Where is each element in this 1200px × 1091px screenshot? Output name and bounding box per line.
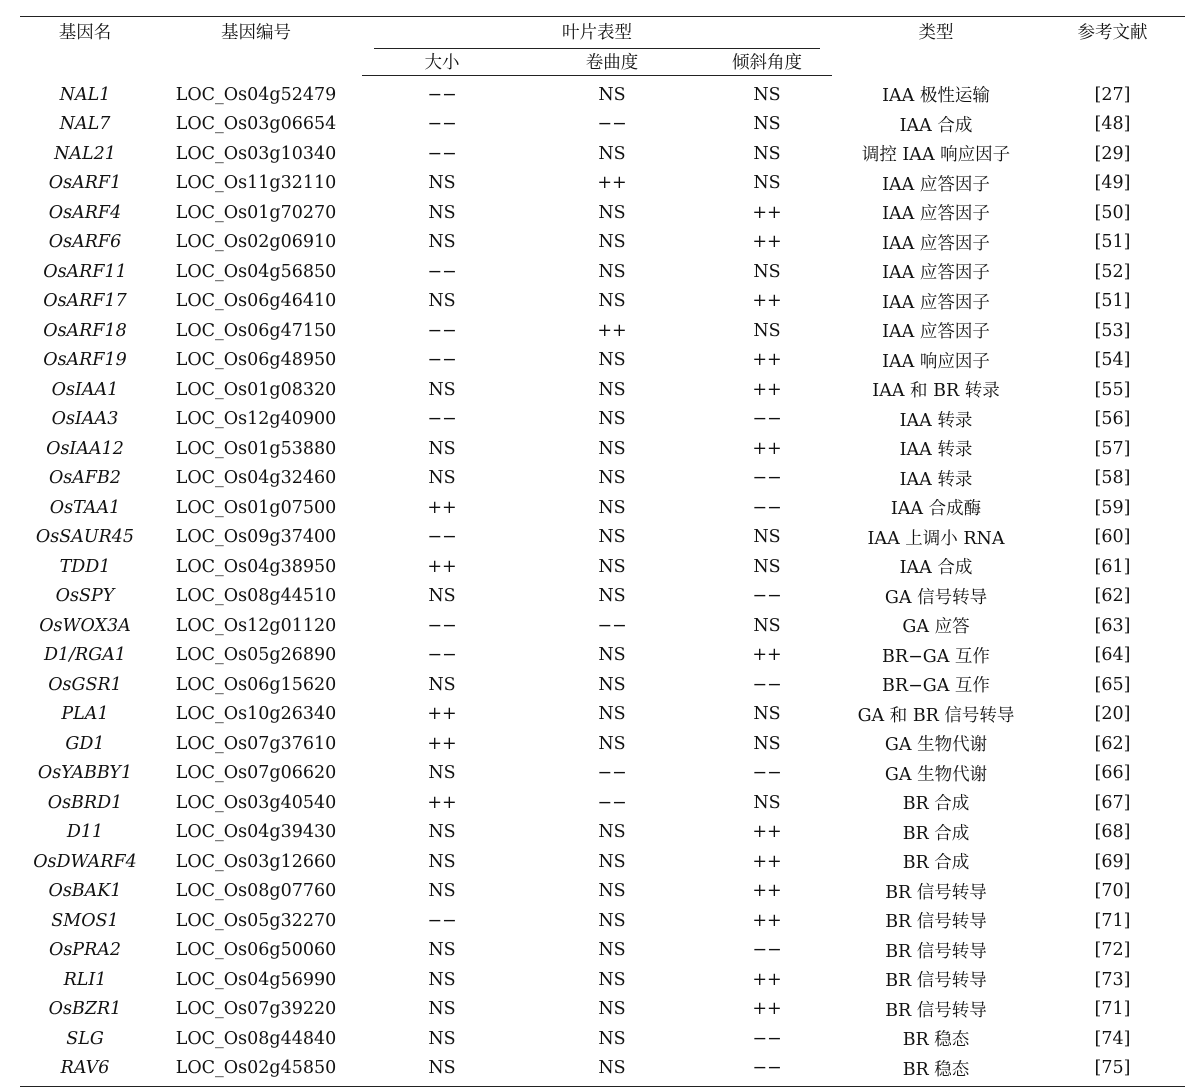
gene-id-cell: LOC_Os04g38950 — [175, 556, 337, 577]
angle-cell: NS — [753, 704, 781, 725]
gene-name-cell: OsGSR1 — [48, 674, 122, 695]
curl-cell: −− — [597, 114, 627, 135]
angle-cell: ++ — [752, 999, 782, 1020]
table-row — [20, 257, 1185, 287]
reference-cell: [20] — [1094, 704, 1131, 725]
gene-id-cell: LOC_Os04g56990 — [175, 969, 337, 990]
header-group-rule — [374, 48, 820, 49]
size-cell: ++ — [427, 792, 457, 813]
size-cell: −− — [427, 350, 457, 371]
type-cell: IAA 应答因子 — [882, 204, 990, 225]
curl-cell: NS — [598, 969, 626, 990]
table-row — [20, 287, 1185, 317]
curl-cell: NS — [598, 527, 626, 548]
curl-cell: NS — [598, 645, 626, 666]
angle-cell: NS — [753, 527, 781, 548]
curl-cell: NS — [598, 261, 626, 282]
curl-cell: NS — [598, 910, 626, 931]
type-cell: IAA 合成酶 — [890, 499, 982, 520]
reference-cell: [64] — [1094, 645, 1131, 666]
gene-name-cell: D1/RGA1 — [44, 645, 126, 666]
angle-cell: NS — [753, 556, 781, 577]
curl-cell: NS — [522, 1054, 702, 1087]
header-gene-id: 基因编号 — [150, 17, 362, 76]
curl-cell: NS — [598, 379, 626, 400]
gene-name-cell: OsARF19 — [43, 350, 127, 371]
gene-name-cell: OsBZR1 — [48, 999, 122, 1020]
table-row — [20, 139, 1185, 169]
table-row — [20, 788, 1185, 818]
angle-cell: ++ — [752, 291, 782, 312]
gene-id-cell: LOC_Os11g32110 — [175, 173, 337, 194]
reference-cell: [73] — [1094, 969, 1131, 990]
size-cell: NS — [428, 232, 456, 253]
gene-name-cell: OsIAA1 — [51, 379, 119, 400]
curl-cell: NS — [598, 438, 626, 459]
size-cell: −− — [427, 527, 457, 548]
table-row — [20, 552, 1185, 582]
reference-cell: [75] — [1040, 1054, 1185, 1087]
reference-cell: [56] — [1094, 409, 1131, 430]
header-reference: 参考文献 — [1040, 17, 1185, 76]
gene-id-cell: LOC_Os06g46410 — [175, 291, 337, 312]
table-row — [20, 877, 1185, 907]
size-cell: NS — [428, 999, 456, 1020]
type-cell: IAA 合成 — [899, 115, 973, 136]
gene-name-cell: OsDWARF4 — [33, 851, 137, 872]
type-cell: IAA 应答因子 — [882, 233, 990, 254]
type-cell: BR−GA 互作 — [882, 646, 990, 667]
gene-id-cell: LOC_Os12g01120 — [175, 615, 337, 636]
angle-cell: NS — [753, 320, 781, 341]
angle-cell: −− — [752, 763, 782, 784]
size-cell: NS — [428, 1028, 456, 1049]
angle-cell: NS — [753, 615, 781, 636]
size-cell: −− — [427, 409, 457, 430]
size-cell: −− — [427, 143, 457, 164]
type-cell: BR 信号转导 — [885, 912, 987, 933]
reference-cell: [69] — [1094, 851, 1131, 872]
reference-cell: [60] — [1094, 527, 1131, 548]
reference-cell: [51] — [1094, 232, 1131, 253]
gene-name-cell: OsIAA12 — [46, 438, 124, 459]
reference-cell: [50] — [1094, 202, 1131, 223]
table-row — [20, 110, 1185, 140]
curl-cell: ++ — [597, 320, 627, 341]
gene-id-cell: LOC_Os04g39430 — [175, 822, 337, 843]
reference-cell: [29] — [1094, 143, 1131, 164]
table-row — [20, 198, 1185, 228]
curl-cell: NS — [598, 556, 626, 577]
gene-name-cell: GD1 — [65, 733, 105, 754]
gene-id-cell: LOC_Os01g70270 — [175, 202, 337, 223]
curl-cell: NS — [598, 350, 626, 371]
type-cell: GA 生物代谢 — [884, 735, 988, 756]
table-row — [20, 670, 1185, 700]
gene-name-cell: NAL7 — [59, 114, 111, 135]
angle-cell: −− — [752, 468, 782, 489]
gene-name-cell: OsAFB2 — [48, 468, 122, 489]
reference-cell: [49] — [1094, 173, 1131, 194]
table-row — [20, 464, 1185, 494]
angle-cell: NS — [753, 173, 781, 194]
gene-phenotype-table — [20, 16, 1185, 1087]
type-cell: IAA 合成 — [899, 558, 973, 579]
angle-cell: ++ — [752, 645, 782, 666]
type-cell: IAA 和 BR 转录 — [872, 381, 1000, 402]
gene-id-cell: LOC_Os07g06620 — [175, 763, 337, 784]
reference-cell: [70] — [1094, 881, 1131, 902]
size-cell: NS — [428, 969, 456, 990]
table-row — [20, 759, 1185, 789]
type-cell: 调控 IAA 响应因子 — [861, 145, 1011, 166]
gene-table-container — [20, 16, 1185, 1087]
curl-cell: NS — [598, 999, 626, 1020]
gene-name-cell: OsBAK1 — [48, 881, 122, 902]
gene-id-cell: LOC_Os07g39220 — [175, 999, 337, 1020]
reference-cell: [55] — [1094, 379, 1131, 400]
curl-cell: NS — [598, 851, 626, 872]
size-cell: NS — [428, 763, 456, 784]
gene-name-cell: OsARF17 — [43, 291, 127, 312]
type-cell: BR 信号转导 — [885, 1000, 987, 1021]
size-cell: NS — [428, 881, 456, 902]
gene-name-cell: D11 — [66, 822, 104, 843]
reference-cell: [54] — [1094, 350, 1131, 371]
gene-name-cell: PLA1 — [61, 704, 109, 725]
gene-name-cell: OsARF6 — [48, 232, 122, 253]
curl-cell: NS — [598, 143, 626, 164]
header-leaf-phenotype-label: 叶片表型 — [562, 23, 632, 43]
type-cell: IAA 应答因子 — [882, 322, 990, 343]
size-cell: NS — [428, 438, 456, 459]
curl-cell: ++ — [597, 173, 627, 194]
size-cell: −− — [427, 261, 457, 282]
curl-cell: NS — [598, 468, 626, 489]
angle-cell: −− — [702, 1054, 832, 1087]
angle-cell: ++ — [752, 202, 782, 223]
table-row — [20, 1054, 1185, 1087]
gene-id-cell: LOC_Os03g10340 — [175, 143, 337, 164]
type-cell: IAA 极性运输 — [882, 86, 990, 106]
size-cell: NS — [428, 173, 456, 194]
table-row — [20, 375, 1185, 405]
type-cell: GA 和 BR 信号转导 — [857, 705, 1015, 726]
angle-cell: ++ — [752, 881, 782, 902]
size-cell: NS — [428, 468, 456, 489]
gene-id-cell: LOC_Os02g06910 — [175, 232, 337, 253]
angle-cell: ++ — [752, 910, 782, 931]
gene-id-cell: LOC_Os05g32270 — [175, 910, 337, 931]
size-cell: NS — [428, 940, 456, 961]
type-cell: BR 合成 — [902, 794, 970, 815]
size-cell: ++ — [427, 497, 457, 518]
type-cell: IAA 转录 — [899, 469, 973, 490]
size-cell: NS — [362, 1054, 522, 1087]
angle-cell: −− — [752, 674, 782, 695]
reference-cell: [66] — [1094, 763, 1131, 784]
gene-id-cell: LOC_Os06g15620 — [175, 674, 337, 695]
reference-cell: [65] — [1094, 674, 1131, 695]
gene-name-cell: OsBRD1 — [47, 792, 123, 813]
angle-cell: NS — [753, 114, 781, 135]
gene-name-cell: OsIAA3 — [51, 409, 119, 430]
gene-id-cell: LOC_Os08g44510 — [175, 586, 337, 607]
type-cell: BR 信号转导 — [885, 882, 987, 903]
size-cell: NS — [428, 291, 456, 312]
table-row — [20, 936, 1185, 966]
gene-id-cell: LOC_Os02g45850 — [150, 1054, 362, 1087]
table-row — [20, 582, 1185, 612]
type-cell: BR 稳态 — [832, 1054, 1040, 1087]
size-cell: ++ — [427, 704, 457, 725]
table-row — [20, 729, 1185, 759]
angle-cell: −− — [752, 586, 782, 607]
reference-cell: [62] — [1094, 733, 1131, 754]
size-cell: NS — [428, 202, 456, 223]
curl-cell: NS — [598, 586, 626, 607]
header-size: 大小 — [362, 48, 522, 76]
curl-cell: NS — [598, 202, 626, 223]
gene-id-cell: LOC_Os06g50060 — [175, 940, 337, 961]
size-cell: ++ — [427, 733, 457, 754]
table-header — [20, 17, 1185, 76]
gene-name-cell: OsARF4 — [48, 202, 122, 223]
gene-name-cell: RAV6 — [20, 1054, 150, 1087]
curl-cell: NS — [598, 881, 626, 902]
type-cell: IAA 转录 — [899, 440, 973, 461]
table-row — [20, 641, 1185, 671]
curl-cell: NS — [598, 733, 626, 754]
reference-cell: [71] — [1094, 910, 1131, 931]
gene-name-cell: SLG — [66, 1028, 104, 1049]
gene-id-cell: LOC_Os08g07760 — [175, 881, 337, 902]
curl-cell: NS — [598, 1028, 626, 1049]
type-cell: GA 信号转导 — [884, 587, 988, 608]
type-cell: BR−GA 互作 — [882, 676, 990, 697]
reference-cell: [74] — [1094, 1028, 1131, 1049]
reference-cell: [53] — [1094, 320, 1131, 341]
table-row — [20, 228, 1185, 258]
size-cell: −− — [427, 615, 457, 636]
gene-id-cell: LOC_Os03g06654 — [175, 114, 337, 135]
gene-name-cell: OsYABBY1 — [37, 763, 133, 784]
gene-name-cell: NAL1 — [59, 84, 111, 105]
angle-cell: ++ — [752, 438, 782, 459]
gene-name-cell: OsSAUR45 — [35, 527, 135, 548]
curl-cell: NS — [598, 84, 626, 105]
curl-cell: NS — [598, 291, 626, 312]
type-cell: BR 信号转导 — [885, 971, 987, 992]
size-cell: −− — [427, 114, 457, 135]
size-cell: −− — [427, 84, 457, 105]
angle-cell: ++ — [752, 851, 782, 872]
angle-cell: NS — [753, 143, 781, 164]
type-cell: IAA 应答因子 — [882, 174, 990, 195]
reference-cell: [61] — [1094, 556, 1131, 577]
gene-id-cell: LOC_Os04g32460 — [175, 468, 337, 489]
size-cell: NS — [428, 586, 456, 607]
angle-cell: −− — [752, 497, 782, 518]
angle-cell: ++ — [752, 969, 782, 990]
type-cell: IAA 响应因子 — [882, 351, 990, 372]
gene-name-cell: OsARF18 — [43, 320, 127, 341]
type-cell: BR 信号转导 — [885, 941, 987, 962]
gene-id-cell: LOC_Os10g26340 — [175, 704, 337, 725]
gene-id-cell: LOC_Os06g48950 — [175, 350, 337, 371]
size-cell: NS — [428, 674, 456, 695]
size-cell: −− — [427, 645, 457, 666]
reference-cell: [68] — [1094, 822, 1131, 843]
curl-cell: NS — [598, 674, 626, 695]
gene-name-cell: OsPRA2 — [48, 940, 122, 961]
gene-name-cell: NAL21 — [54, 143, 116, 164]
gene-name-cell: OsARF1 — [48, 173, 122, 194]
reference-cell: [58] — [1094, 468, 1131, 489]
reference-cell: [52] — [1094, 261, 1131, 282]
gene-id-cell: LOC_Os03g12660 — [175, 851, 337, 872]
gene-id-cell: LOC_Os03g40540 — [175, 792, 337, 813]
gene-id-cell: LOC_Os08g44840 — [175, 1028, 337, 1049]
curl-cell: −− — [597, 763, 627, 784]
table-row — [20, 906, 1185, 936]
header-gene-name: 基因名 — [20, 17, 150, 76]
reference-cell: [59] — [1094, 497, 1131, 518]
angle-cell: ++ — [752, 232, 782, 253]
type-cell: IAA 转录 — [899, 410, 973, 431]
curl-cell: NS — [598, 232, 626, 253]
reference-cell: [71] — [1094, 999, 1131, 1020]
angle-cell: NS — [753, 261, 781, 282]
gene-id-cell: LOC_Os01g53880 — [175, 438, 337, 459]
type-cell: GA 生物代谢 — [884, 764, 988, 785]
reference-cell: [48] — [1094, 114, 1131, 135]
gene-name-cell: TDD1 — [59, 556, 111, 577]
gene-name-cell: OsSPY — [55, 586, 115, 607]
gene-name-cell: SMOS1 — [51, 910, 119, 931]
table-body — [20, 76, 1185, 1087]
angle-cell: ++ — [752, 350, 782, 371]
size-cell: NS — [428, 851, 456, 872]
angle-cell: −− — [752, 940, 782, 961]
table-row — [20, 523, 1185, 553]
table-row — [20, 611, 1185, 641]
type-cell: GA 应答 — [902, 617, 970, 638]
angle-cell: ++ — [752, 379, 782, 400]
table-row — [20, 847, 1185, 877]
reference-cell: [67] — [1094, 792, 1131, 813]
gene-id-cell: LOC_Os07g37610 — [175, 733, 337, 754]
table-row — [20, 493, 1185, 523]
size-cell: −− — [427, 910, 457, 931]
table-row — [20, 818, 1185, 848]
size-cell: −− — [427, 320, 457, 341]
curl-cell: NS — [598, 704, 626, 725]
gene-id-cell: LOC_Os05g26890 — [175, 645, 337, 666]
table-row — [20, 346, 1185, 376]
header-angle: 倾斜角度 — [702, 48, 832, 76]
table-row — [20, 995, 1185, 1025]
table-row — [20, 169, 1185, 199]
size-cell: NS — [428, 379, 456, 400]
type-cell: BR 合成 — [902, 823, 970, 844]
type-cell: IAA 应答因子 — [882, 292, 990, 313]
gene-name-cell: OsWOX3A — [39, 615, 131, 636]
reference-cell: [27] — [1094, 84, 1131, 105]
gene-id-cell: LOC_Os01g07500 — [175, 497, 337, 518]
size-cell: NS — [428, 822, 456, 843]
angle-cell: NS — [753, 84, 781, 105]
table-row — [20, 1024, 1185, 1054]
angle-cell: NS — [753, 733, 781, 754]
gene-id-cell: LOC_Os01g08320 — [175, 379, 337, 400]
header-curl: 卷曲度 — [522, 48, 702, 76]
curl-cell: NS — [598, 409, 626, 430]
size-cell: ++ — [427, 556, 457, 577]
type-cell: IAA 上调小 RNA — [867, 528, 1005, 549]
table-row — [20, 700, 1185, 730]
reference-cell: [63] — [1094, 615, 1131, 636]
angle-cell: −− — [752, 409, 782, 430]
table-row — [20, 76, 1185, 110]
gene-name-cell: OsTAA1 — [49, 497, 121, 518]
curl-cell: −− — [597, 615, 627, 636]
curl-cell: −− — [597, 792, 627, 813]
reference-cell: [57] — [1094, 438, 1131, 459]
reference-cell: [51] — [1094, 291, 1131, 312]
angle-cell: −− — [752, 1028, 782, 1049]
curl-cell: NS — [598, 940, 626, 961]
curl-cell: NS — [598, 497, 626, 518]
curl-cell: NS — [598, 822, 626, 843]
table-row — [20, 405, 1185, 435]
gene-id-cell: LOC_Os04g56850 — [175, 261, 337, 282]
type-cell: IAA 应答因子 — [882, 263, 990, 284]
angle-cell: ++ — [752, 822, 782, 843]
gene-id-cell: LOC_Os06g47150 — [175, 320, 337, 341]
header-leaf-phenotype — [362, 17, 832, 49]
gene-id-cell: LOC_Os12g40900 — [175, 409, 337, 430]
gene-id-cell: LOC_Os04g52479 — [175, 84, 337, 105]
gene-id-cell: LOC_Os09g37400 — [175, 527, 337, 548]
type-cell: BR 稳态 — [902, 1030, 970, 1051]
gene-name-cell: OsARF11 — [43, 261, 127, 282]
table-row — [20, 434, 1185, 464]
gene-name-cell: RLI1 — [63, 969, 107, 990]
angle-cell: NS — [753, 792, 781, 813]
table-row — [20, 316, 1185, 346]
type-cell: BR 合成 — [902, 853, 970, 874]
reference-cell: [72] — [1094, 940, 1131, 961]
table-row — [20, 965, 1185, 995]
reference-cell: [62] — [1094, 586, 1131, 607]
header-type: 类型 — [832, 17, 1040, 76]
